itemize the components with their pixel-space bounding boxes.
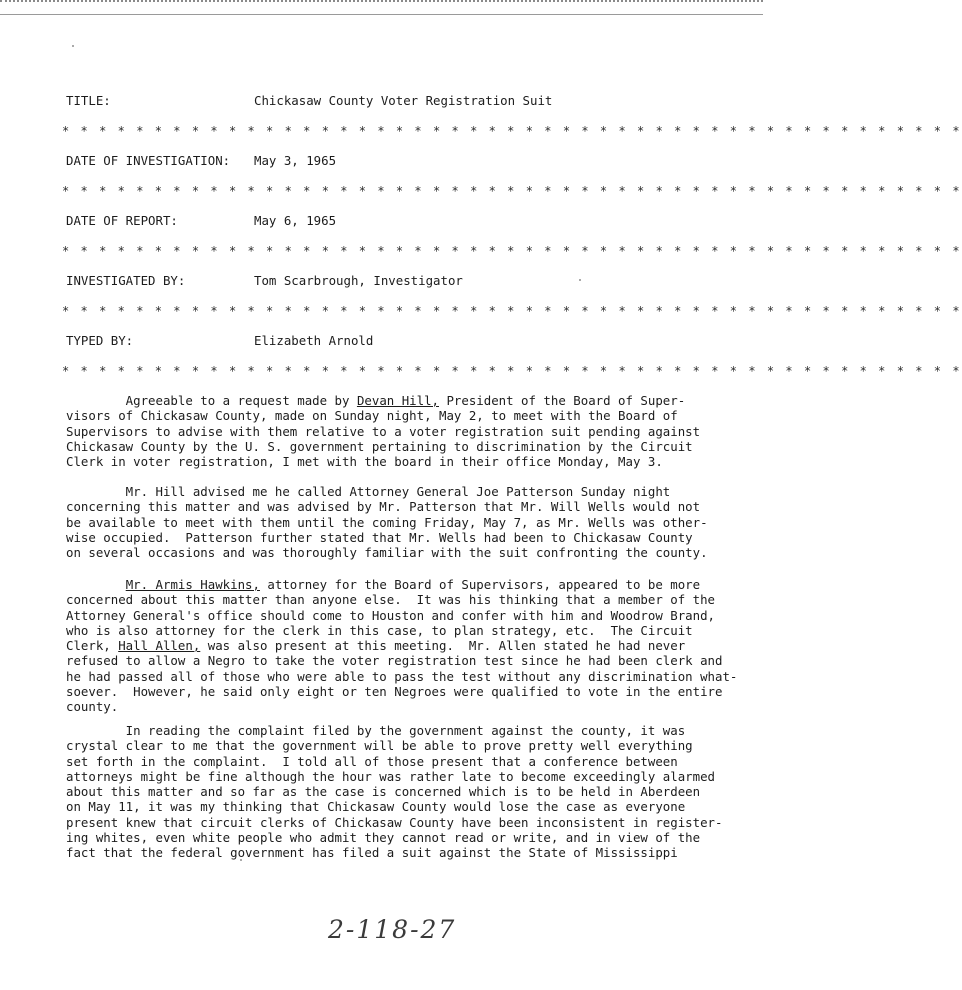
text-line: Mr. Hill advised me he called Attorney General Joe Patterson Sunday night bbox=[66, 484, 671, 499]
paragraph-1 bbox=[66, 393, 726, 469]
underlined-name: Hall Allen, bbox=[118, 638, 201, 654]
text-line: crystal clear to me that the government will be able to prove pretty well everything bbox=[66, 738, 693, 754]
date-report-value: May 6, 1965 bbox=[254, 213, 337, 228]
scan-edge-dots bbox=[0, 0, 763, 6]
text-line: on several occasions and was thoroughly familiar with the suit confronting the county. bbox=[66, 545, 708, 561]
text-line: refused to allow a Negro to take the voter registration test since he had been clerk and bbox=[66, 653, 723, 669]
text-line: on May 11, it was my thinking that Chickasaw County would lose the case as everyone bbox=[66, 799, 686, 815]
text-line: Clerk in voter registration, I met with the board in their office Monday, May 3. bbox=[66, 454, 663, 470]
date-report-row bbox=[66, 213, 336, 228]
date-investigation-row bbox=[66, 153, 336, 168]
scan-speck bbox=[72, 45, 74, 47]
scan-edge-line bbox=[0, 14, 763, 15]
investigated-by-row bbox=[66, 273, 463, 288]
typed-by-label: TYPED BY: bbox=[66, 333, 134, 348]
text-line: visors of Chickasaw County, made on Sunday night, May 2, to meet with the Board of bbox=[66, 408, 678, 424]
text-line: Chickasaw County by the U. S. government pertaining to discrimination by the Circuit bbox=[66, 438, 693, 454]
separator-5: * * * * * * * * * * * * * * * * * * * * * * * * * * * * * * * * * * * * * * * * * * * * * * * * * bbox=[62, 364, 962, 378]
text-line: soever. However, he said only eight or ten Negroes were qualified to vote in the entire bbox=[66, 684, 723, 700]
text-line: who is also attorney for the clerk in this case, to plan strategy, etc. The Circuit bbox=[66, 622, 693, 638]
text-line: about this matter and so far as the case is concerned which is to be held in Aberdeen bbox=[66, 784, 701, 800]
investigated-by-value: Tom Scarbrough, Investigator bbox=[254, 273, 463, 288]
underlined-name: Mr. Armis Hawkins, bbox=[125, 577, 260, 592]
paragraph-3 bbox=[66, 577, 738, 715]
date-report-label: DATE OF REPORT: bbox=[66, 213, 178, 228]
separator-4: * * * * * * * * * * * * * * * * * * * * * * * * * * * * * * * * * * * * * * * * * * * * * * * * * bbox=[62, 304, 962, 318]
text-line: In reading the complaint filed by the government against the county, it was bbox=[66, 723, 686, 738]
title-row bbox=[66, 93, 552, 108]
text-line: concerned about this matter than anyone else. It was his thinking that a member of the bbox=[66, 592, 716, 608]
text-line: be available to meet with them until the coming Friday, May 7, as Mr. Wells was other- bbox=[66, 514, 708, 530]
text-line: Supervisors to advise with them relative to a voter registration suit pending against bbox=[66, 423, 701, 439]
typed-by-row bbox=[66, 333, 373, 348]
separator-3: * * * * * * * * * * * * * * * * * * * * * * * * * * * * * * * * * * * * * * * * * * * * * * * * * bbox=[62, 244, 962, 258]
text-line: Clerk, Hall Allen, was also present at this meeting. Mr. Allen stated he had never bbox=[66, 638, 686, 654]
title-value: Chickasaw County Voter Registration Suit bbox=[254, 93, 553, 108]
text-line: wise occupied. Patterson further stated that Mr. Wells had been to Chickasaw County bbox=[66, 529, 693, 545]
text-line: county. bbox=[66, 699, 119, 715]
underlined-name: Devan Hill, bbox=[356, 393, 439, 408]
text-line: concerning this matter and was advised by Mr. Patterson that Mr. Will Wells would not bbox=[66, 499, 701, 515]
text-line: he had passed all of those who were able to pass the test without any discrimination what- bbox=[66, 668, 738, 684]
paragraph-2 bbox=[66, 484, 726, 560]
typed-by-value: Elizabeth Arnold bbox=[254, 333, 374, 348]
investigated-by-label: INVESTIGATED BY: bbox=[66, 273, 186, 288]
text-line: present knew that circuit clerks of Chickasaw County have been inconsistent in register- bbox=[66, 814, 723, 830]
text-line: Agreeable to a request made by Devan Hill, President of the Board of Super- bbox=[66, 393, 686, 408]
date-investigation-label: DATE OF INVESTIGATION: bbox=[66, 153, 231, 168]
text-line: fact that the federal government has filed a suit against the State of Mississippi bbox=[66, 845, 678, 861]
paragraph-4 bbox=[66, 723, 726, 861]
scan-speck bbox=[579, 279, 581, 281]
text-line: Mr. Armis Hawkins, attorney for the Board of Supervisors, appeared to be more bbox=[125, 577, 701, 592]
title-label: TITLE: bbox=[66, 93, 111, 108]
handwritten-file-number: 2-118-27 bbox=[328, 915, 457, 944]
separator-2: * * * * * * * * * * * * * * * * * * * * * * * * * * * * * * * * * * * * * * * * * * * * * * * * * bbox=[62, 184, 962, 198]
text-line: set forth in the complaint. I told all of those present that a conference between bbox=[66, 753, 678, 769]
text-line: attorneys might be fine although the hour was rather late to become exceedingly alarmed bbox=[66, 768, 716, 784]
text-line: Attorney General's office should come to Houston and confer with him and Woodrow Brand, bbox=[66, 607, 716, 623]
date-investigation-value: May 3, 1965 bbox=[254, 153, 337, 168]
text-line: ing whites, even white people who admit they cannot read or write, and in view of the bbox=[66, 830, 701, 846]
separator-1: * * * * * * * * * * * * * * * * * * * * * * * * * * * * * * * * * * * * * * * * * * * * * * * * * bbox=[62, 124, 962, 138]
